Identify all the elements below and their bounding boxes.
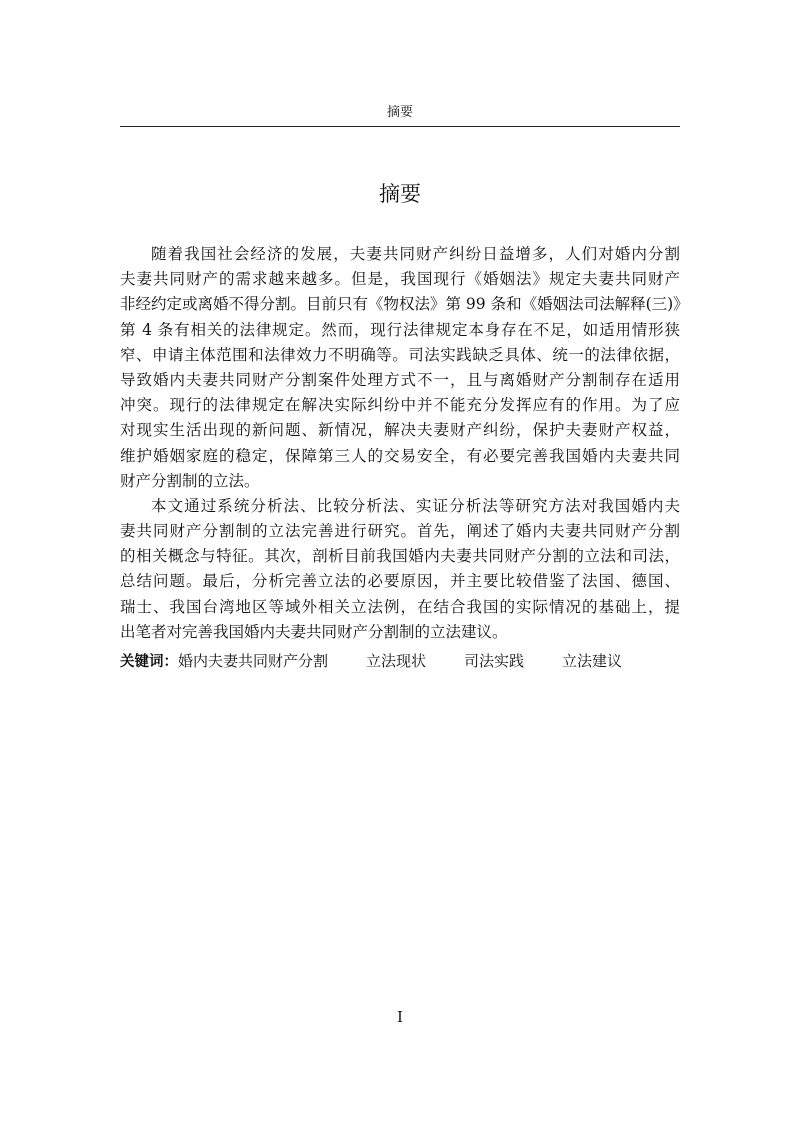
text-line: 非经约定或离婚不得分割。目前只有《物权法》第 99 条和《婚姻法司法解释(三)》 (120, 295, 689, 314)
text-line: 瑞士、我国台湾地区等域外相关立法例，在结合我国的实际情况的基础上，提 (120, 597, 680, 616)
keyword: 立法建议 (562, 652, 623, 670)
text-line: 夫妻共同财产的需求越来越多。但是，我国现行《婚姻法》规定夫妻共同财产 (120, 270, 680, 289)
text-line: 出笔者对完善我国婚内夫妻共同财产分割制的立法建议。 (120, 622, 508, 641)
page-title: 摘要 (379, 182, 421, 206)
paragraph-2 (120, 494, 680, 645)
keyword: 立法现状 (366, 652, 427, 670)
keyword: 婚内夫妻共同财产分割 (178, 652, 329, 670)
text-line: 随着我国社会经济的发展，夫妻共同财产纠纷日益增多，人们对婚内分割 (151, 245, 680, 263)
text-line: 导致婚内夫妻共同财产分割案件处理方式不一，且与离婚财产分割制存在适用 (120, 370, 680, 389)
text-line: 窄、申请主体范围和法律效力不明确等。司法实践缺乏具体、统一的法律依据， (120, 345, 680, 364)
abstract-body (120, 242, 689, 645)
running-header: 摘要 (386, 105, 413, 120)
text-line: 财产分割制的立法。 (120, 471, 260, 490)
keywords-label: 关键词： (120, 654, 178, 670)
page-number: I (397, 1008, 403, 1026)
paragraph-1 (120, 242, 689, 494)
text-line: 第 4 条有相关的法律规定。然而，现行法律规定本身存在不足，如适用情形狭 (120, 320, 680, 339)
header-rule (120, 126, 680, 127)
text-line: 本文通过系统分析法、比较分析法、实证分析法等研究方法对我国婚内夫 (151, 496, 680, 515)
text-line: 冲突。现行的法律规定在解决实际纠纷中并不能充分发挥应有的作用。为了应 (120, 396, 680, 415)
keyword: 司法实践 (464, 652, 525, 670)
text-line: 妻共同财产分割制的立法完善进行研究。首先，阐述了婚内夫妻共同财产分割 (120, 522, 680, 541)
text-line: 维护婚姻家庭的稳定，保障第三人的交易安全，有必要完善我国婚内夫妻共同 (120, 446, 680, 465)
text-line: 总结问题。最后，分析完善立法的必要原因，并主要比较借鉴了法国、德国、 (120, 572, 680, 591)
text-line: 的相关概念与特征。其次，剖析目前我国婚内夫妻共同财产分割的立法和司法， (120, 547, 680, 566)
text-line: 对现实生活出现的新问题、新情况，解决夫妻财产纠纷，保护夫妻财产权益， (120, 421, 680, 440)
keywords-line (120, 649, 680, 673)
